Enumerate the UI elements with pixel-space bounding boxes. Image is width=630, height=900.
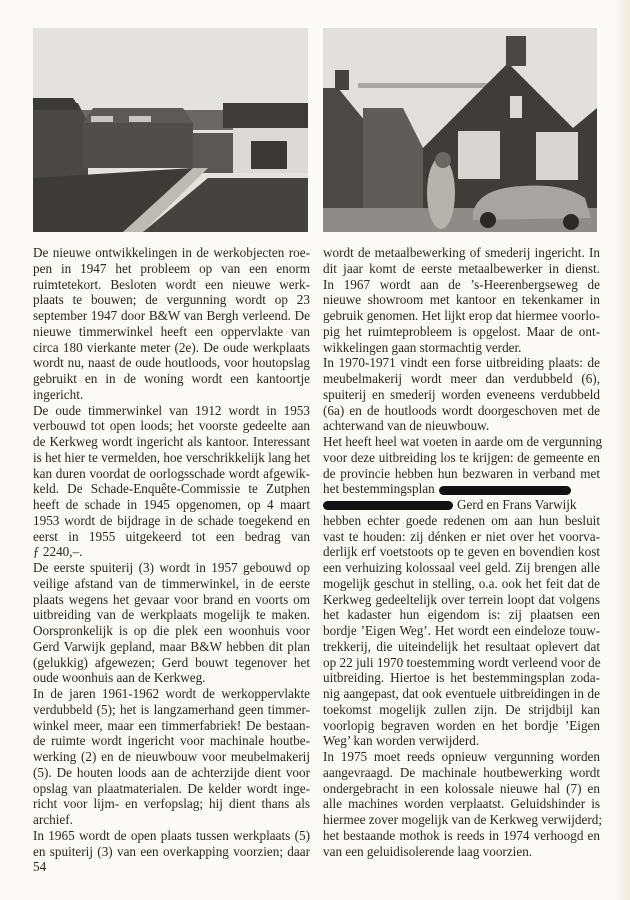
text-line [323,828,600,844]
page-edge-shadow [616,0,630,900]
text-line-content: en spuiterij (3) van een overkapping voorzien; daar [33,843,310,859]
text-line [33,623,310,639]
text-line-content: In 1970-1971 vindt een forse uitbreiding plaats: de [323,355,600,371]
text-line [33,828,310,844]
text-line [323,466,600,482]
text-line [33,466,310,482]
page-number: 54 [33,859,47,874]
text-line-content: alle machines worden verplaatst. Geluidshinder is [323,796,600,812]
text-line-content: het kadaster hun eigendom is: zij plaatsen een [323,607,600,623]
text-line [323,718,600,734]
text-line-content: plaats wegens het gevaar voor brand en voorts om [33,591,310,607]
text-line-content: In 1975 moet reeds opnieuw vergunning worden [323,749,600,764]
text-line [33,670,310,686]
text-line [323,261,600,277]
text-line [323,481,600,497]
text-line-content: bordje ’Eigen Weg’. Het wordt een eindeloze touw- [323,623,600,638]
text-line [323,576,600,592]
photo-workshop-yard [33,28,308,232]
text-line-content: pig het ruimteprobleem is opgelost. Maar de ont- [323,323,600,339]
text-line-content: uitbreiding. Hiertoe is het bestemmingsplan zoda- [323,670,600,686]
text-line-content: dit jaar komt de eerste metaalbewerker in dienst. [323,260,600,276]
text-line-content: nieuwe timmerwinkel heeft een oppervlakte van [33,323,310,339]
text-line-content: In 1965 wordt de open plaats tussen werkplaats (5) [33,827,310,843]
text-line [323,733,600,749]
text-line [323,544,600,560]
text-line [323,560,600,576]
text-line-content: (6a) en de houtloods wordt doorgeschoven met de [323,402,600,418]
text-line [323,749,600,765]
text-line [323,277,600,293]
text-line-content: Kerkweg gedeeltelijk over terrein loopt dat volgens [323,591,600,607]
text-line-content: archief. [33,812,73,827]
text-line [33,277,310,293]
text-line [33,481,310,497]
text-line-content: gebruik genomen. Het lijkt erop dat hiermee voorlo- [323,308,600,323]
text-line-content: trekkerij, die uiteindelijk het resultaat oplevert dat [323,638,600,654]
text-line-content: hiermee zover mogelijk van de Kerkweg verwijderd; [323,812,603,827]
text-line-content: oude woonhuis aan de Kerkweg. [33,670,206,686]
text-column-right [323,245,603,859]
text-line-content: heeft de schade in 1945 opgenomen, op 4 maart [33,497,310,512]
text-line-content: Het heeft heel wat voeten in aarde om de vergunning [323,434,603,449]
text-line-content: De nieuwe ontwikkelingen in de werkobjecten roe- [33,245,310,260]
text-line-content: (5). De houten loods aan de achterzijde dient voor [33,764,310,780]
text-line [323,623,600,639]
text-line [33,733,310,749]
text-line [33,497,310,513]
text-line [33,261,310,277]
text-line [33,292,310,308]
text-line-content: wordt de metaalbewerking of smederij ingericht. In [323,245,600,260]
text-line-content: Weg’ kan worden verwijderd. [323,733,480,749]
text-line [323,245,600,261]
text-line-content: ingericht. [33,386,84,402]
text-line [33,245,310,261]
text-line [323,371,600,387]
text-line [33,324,310,340]
text-line-content: voor deze uitbreiding los te krijgen: de gemeente en [323,449,600,465]
text-line [323,513,600,529]
text-line-content: verdubbeld (5); het is langzamerhand geen timmer- [33,701,310,717]
text-line [323,655,600,671]
text-line-content: Oorspronkelijk is op die plek een woonhuis voor [33,623,310,638]
text-line-content: mogelijk geschut in stelling, o.a. ook het feit dat de [323,575,600,591]
text-line [33,340,310,356]
text-line [33,513,310,529]
text-line-content: op 22 juli 1970 toestemming wordt verleend voor de [323,654,601,670]
text-line [33,765,310,781]
text-line [323,324,600,340]
text-line-content: nig aangepast, dat ook eventuele uitbreidingen in de [323,686,600,701]
text-line-content: werking (2) en de nieuwbouw voor meubelmakerij [33,749,310,764]
text-line-content: het bestaande mothok is reeds in 1974 verhoogd en [323,827,600,843]
text-line-content: In de jaren 1961-1962 wordt de werkoppervlakte [33,686,310,701]
text-line-content: meubelmakerij wordt meer dan verdubbeld (6), [323,371,600,386]
text-line [33,544,310,560]
text-line [323,781,600,797]
text-line [33,781,310,797]
text-line-content: plaats te bouwen; de vergunning wordt op 23 [33,292,310,308]
text-line [323,292,600,308]
text-line-content: uitbreiding van de werkplaats mogelijk te maken. [33,607,310,623]
text-line [323,702,600,718]
text-line [33,560,310,576]
text-line-content: is het hier te vermelden, hoe verschrikkelijk lang het [33,449,311,465]
text-line [323,812,603,828]
text-line-content: wordt nu, naast de oude houtloods, voor houtopslag [33,355,310,371]
text-line-content: winkel meer, maar een timmerfabriek! De bestaan- [33,717,310,733]
text-line [33,529,310,545]
text-line-content: Gerd en Frans Varwijk [457,497,577,512]
text-line-content: de ruimte wordt ingericht voor machinale houtbe- [33,733,310,749]
text-line-content: voorlopig begraven worden en het bordje ’Eigen [323,717,600,733]
photo-house-with-car [323,28,597,232]
text-line-content: keld. De Schade-Enquête-Commissie te Zutphen [33,481,310,497]
text-line [323,497,600,513]
text-line-content: opslag van plaatmaterialen. De kelder wordt inge- [33,780,310,796]
text-line-content: nieuwe showroom met kantoor en tekenkamer in [323,292,600,308]
text-line-content: van een geluidisolerende laag voorzien. [323,843,533,859]
redaction-mark [323,501,453,510]
text-line-content: aangevraagd. De machinale houtbewerking wordt [323,764,600,780]
text-line-content: achterwand van de nieuwbouw. [323,418,490,434]
text-line-content: gebruikt en in de woning wordt een kantoortje [33,371,310,386]
text-line [33,655,310,671]
text-line-content: ƒ 2240,–. [33,544,83,560]
text-line-content: circa 180 vierkante meter (2e). De oude werkplaats [33,339,310,355]
text-line-content: richt voor lijm- en verfopslag; hij dient thans als [33,796,310,812]
text-line-content: verbouwd tot open loods; het voorste gedeelte aan [33,418,310,434]
text-line [33,371,310,387]
text-line-content: De eerste spuiterij (3) wordt in 1957 gebouwd op [33,560,310,575]
text-line [323,686,600,702]
text-line [33,844,310,860]
text-line [33,812,310,828]
text-line [33,387,310,403]
text-line [323,639,600,655]
text-line [33,418,310,434]
text-line-content: pen in 1947 het probleem op van een enorm [33,260,310,276]
text-line [33,796,310,812]
text-line [33,355,310,371]
text-line-content: spuiterij en smederij worden eveneens verdubbeld [323,386,600,402]
text-line-content: (gelukkig) afgewezen; Gerd bouwt tegenover het [33,654,310,670]
text-line [323,844,600,860]
text-line-content: het bestemmingsplan [323,481,435,497]
text-line-content: de provincie hebben hun bezwaren in verband met [323,465,600,481]
text-line-content: 1953 wordt de bijdrage in de schade toegekend en [33,512,310,528]
text-line [33,308,310,324]
text-line [33,607,310,623]
text-line-content: derlijk erf voetstoots op te geven en bovendien kost [323,544,600,560]
text-line-content: ondergebracht in een kolossale nieuwe hal (7) en [323,780,600,796]
text-line [33,686,310,702]
text-line [33,576,310,592]
text-line [33,702,310,718]
text-line [33,434,310,450]
text-line-content: september 1947 door B&W van Bergh verleend. De [33,308,310,323]
text-line [33,403,310,419]
text-line [323,529,600,545]
text-line-content: de Kerkweg wordt ingericht als kantoor. Interessant [33,434,310,449]
text-line [323,340,600,356]
text-line-content: veilige afstand van de timmerwinkel, in de eerste [33,575,310,591]
redaction-mark [439,486,571,495]
text-line [323,434,603,450]
text-line [323,355,600,371]
text-line [323,387,600,403]
text-line-content: In 1967 wordt aan de ’s-Heerenbergseweg de [323,276,600,292]
text-line [33,592,310,608]
text-line-content: ruimtetekort. Besloten wordt een nieuwe werk- [33,276,310,292]
text-line-content: hebben echter goede redenen om aan hun besluit [323,512,600,528]
text-line [33,450,310,466]
text-line-content: toekomst mogelijk zullen zijn. De strijdbijl kan [323,701,600,717]
text-line [323,450,600,466]
text-line-content: vast te houden: zij dénken er niet over het voorva- [323,528,600,544]
text-line [33,718,310,734]
text-line [323,670,600,686]
text-column-left [33,245,310,859]
text-line-content: kan duren voordat de oorlogsschade wordt afgewik- [33,465,310,481]
text-line [33,749,310,765]
text-line [323,592,600,608]
text-line [323,418,600,434]
text-line-content: wikkelingen gaan stormachtig verder. [323,339,522,355]
text-line-content: een verhuizing kolossaal veel geld. Zij brengen alle [323,560,600,575]
text-line [33,639,310,655]
text-line-content: Gerd Varwijk gepland, maar B&W hebben dit plan [33,638,310,654]
text-line-content: eerst in 1955 uitgekeerd tot een bedrag van [33,528,310,544]
text-line-content: De oude timmerwinkel van 1912 wordt in 1953 [33,402,310,418]
text-line [323,607,600,623]
text-line [323,765,600,781]
text-line [323,796,600,812]
text-line [323,308,600,324]
text-line [323,403,600,419]
